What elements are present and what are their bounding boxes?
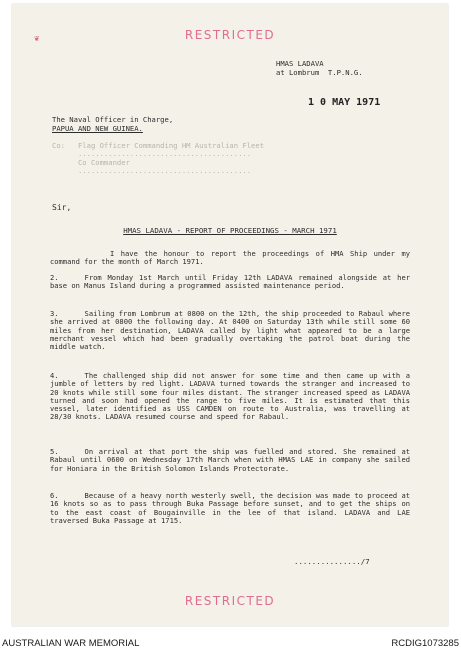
footer-source: AUSTRALIAN WAR MEMORIAL	[2, 638, 140, 649]
document-page	[12, 4, 448, 626]
addressee-line2: PAPUA AND NEW GUINEA.	[52, 123, 143, 133]
paragraph-4	[50, 372, 410, 422]
paragraph-text: Because of a heavy north westerly swell, the decision was made to proceed at 16 knots so as to pass through Buka Passage before sunset, and to get the ships on to the east coast of Bougainville in the lee of that island. LADAVA and LAE traversed Buka Passage at 1715.	[50, 491, 410, 525]
paragraph-2	[50, 274, 410, 291]
date-stamp: 1 0 MAY 1971	[308, 97, 381, 108]
paragraph-number: 2.	[50, 273, 59, 282]
paragraph-text: Sailing from Lombrum at 0800 on the 12th, the ship proceeded to Rabaul where she arrived at 0800 the following day. At 0400 on Saturday 13th while still some 60 miles from her destination, LADAVA called by light what appeared to be a large merchant vessel which had been gradually overtaking the patrol boat during the middle watch.	[50, 309, 410, 352]
paragraph-6	[50, 492, 410, 525]
addressee-line1: The Naval Officer in Charge,	[52, 115, 174, 124]
ship-header: HMAS LADAVA at Lombrum T.P.N.G.	[276, 59, 363, 77]
paragraph-number: 4.	[50, 371, 59, 380]
footer-record-id: RCDIG1073285	[391, 638, 459, 649]
paragraph-3	[50, 310, 410, 351]
paragraph-5	[50, 448, 410, 473]
faded-distribution-lines: Co: Flag Officer Commanding HM Australian Fleet ........................................ Co Commander ........................................	[52, 140, 265, 175]
paragraph-text: On arrival at that port the ship was fuelled and stored. She remained at Rabaul until 0600 on Wednesday 17th March when with HMAS LAE in company she sailed for Honiara in the British Solomon Islands Protectorate.	[50, 447, 410, 473]
paragraph-number: 6.	[50, 491, 59, 500]
paragraph-1: I have the honour to report the proceedings of HMA Ship under my command for the month of March 1971.	[50, 249, 410, 267]
addressee	[52, 116, 264, 176]
restricted-stamp-top: RESTRICTED	[184, 28, 276, 42]
paragraph-text: From Monday 1st March until Friday 12th LADAVA remained alongside at her base on Manus Island during a programmed assisted maintenance period.	[50, 273, 410, 291]
salutation: Sir,	[52, 203, 72, 212]
restricted-stamp-bottom: RESTRICTED	[184, 594, 276, 608]
handwritten-mark-icon: ❦	[34, 34, 40, 44]
paragraph-number: 3.	[50, 309, 59, 318]
report-heading: HMAS LADAVA - REPORT OF PROCEEDINGS - MARCH 1971	[123, 226, 337, 235]
paragraph-text: The challenged ship did not answer for some time and then came up with a jumble of letters by red light. LADAVA turned towards the stranger and increased to 20 knots while still some four miles distant. The stranger increased speed as LADAVA turned and soon had opened the range to five miles. It is estimated that this vessel, later identified as USS CAMDEN on route to Australia, was travelling at 28/30 knots. LADAVA resumed course and speed for Rabaul.	[50, 371, 410, 422]
paragraph-number: 5.	[50, 447, 59, 456]
continuation-marker: .............../7	[294, 557, 370, 566]
archive-footer	[0, 632, 461, 654]
